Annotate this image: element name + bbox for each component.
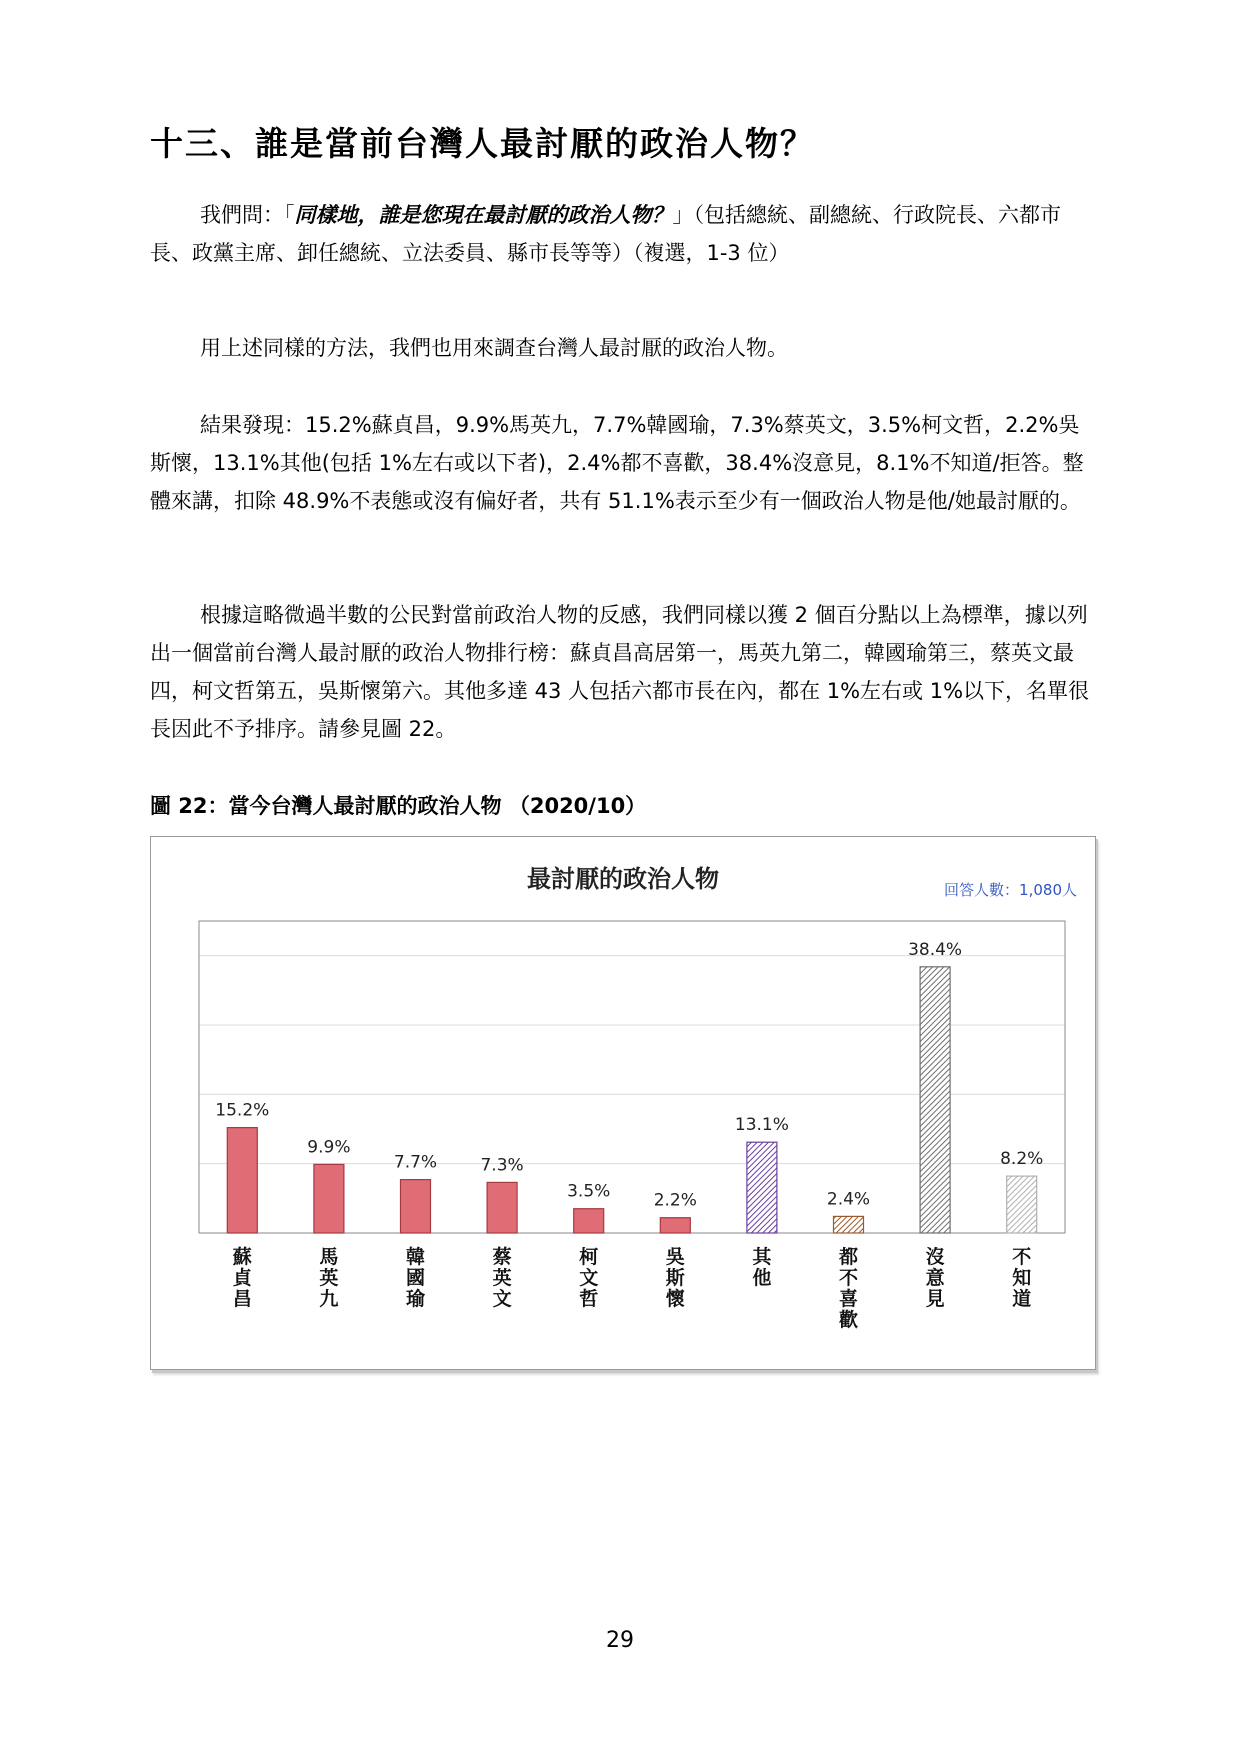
category-label-6: 其他 (752, 1246, 772, 1289)
figure-caption: 圖 22：當今台灣人最討厭的政治人物 （2020/10） (150, 794, 647, 818)
bar-3 (487, 1182, 517, 1233)
category-label-8: 沒意見 (925, 1246, 945, 1310)
method-paragraph (150, 329, 1098, 367)
value-label-3: 7.3% (480, 1155, 524, 1176)
bar-6 (747, 1142, 777, 1233)
ranking-paragraph (150, 596, 1098, 748)
respondent-count-note: 回答人數：1,080人 (944, 881, 1077, 899)
value-label-5: 2.2% (653, 1190, 697, 1211)
category-label-9: 不知道 (1012, 1246, 1032, 1310)
category-labels (233, 1245, 1031, 1331)
bar-0 (227, 1128, 257, 1233)
chart-title: 最討厭的政治人物 (527, 865, 719, 893)
value-label-0: 15.2% (215, 1100, 270, 1121)
bar-2 (401, 1180, 431, 1233)
value-label-9: 8.2% (1000, 1149, 1044, 1170)
value-label-2: 7.7% (393, 1152, 438, 1173)
question-prefix: 我們問：「 (200, 203, 295, 227)
question-paragraph (150, 196, 1098, 272)
category-label-5: 吳斯懷 (665, 1246, 685, 1310)
chart-frame (150, 836, 1096, 1370)
bar-chart (151, 837, 1095, 1369)
results-paragraph (150, 406, 1098, 520)
value-label-4: 3.5% (567, 1181, 611, 1202)
results-text: 結果發現：15.2%蘇貞昌，9.9%馬英九，7.7%韓國瑜，7.3%蔡英文，3.5%柯文哲，2.2%吳斯懷，13.1%其他(包括 1%左右或以下者)，2.4%都不喜歡，38.4%沒意見，8.1%不知道/拒答。整體來講，扣除 48.9%不表態或沒有偏好者，共有 51.1%表示至少有一個政治人物是他/她最討厭的。 (150, 413, 1084, 513)
question-quote: 同樣地，誰是您現在最討厭的政治人物？ (294, 203, 673, 227)
bar-4 (574, 1209, 604, 1233)
category-label-3: 蔡英文 (492, 1246, 512, 1310)
bar-7 (834, 1216, 864, 1233)
category-label-7: 都不喜歡 (838, 1246, 859, 1331)
category-label-4: 柯文哲 (579, 1246, 599, 1310)
bar-9 (1007, 1176, 1037, 1233)
category-label-2: 韓國瑜 (405, 1246, 426, 1310)
bars (227, 967, 1036, 1233)
ranking-text: 根據這略微過半數的公民對當前政治人物的反感，我們同樣以獲 2 個百分點以上為標準，據以列出一個當前台灣人最討厭的政治人物排行榜：蘇貞昌高居第一，馬英九第二，韓國瑜第三，蔡英文最四，柯文哲第五，吳斯懷第六。其他多達 43 人包括六都市長在內，都在 1%左右或 1%以下，名單很長因此不予排序。請參見圖 22。 (150, 603, 1090, 741)
category-label-1: 馬英九 (319, 1246, 339, 1310)
method-text: 用上述同樣的方法，我們也用來調查台灣人最討厭的政治人物。 (200, 336, 788, 360)
page-number: 29 (606, 1628, 634, 1653)
category-label-0: 蘇貞昌 (232, 1246, 252, 1310)
question-suffix: 」（包括總統、副總統、行政院長、六都市長、政黨主席、卸任總統、立法委員、縣市長等等）（複選，1-3 位） (150, 203, 1061, 265)
value-label-6: 13.1% (734, 1115, 789, 1136)
value-label-8: 38.4% (908, 939, 963, 960)
section-heading: 十三、誰是當前台灣人最討厭的政治人物？ (150, 124, 815, 163)
bar-1 (314, 1164, 344, 1233)
bar-8 (920, 967, 950, 1233)
value-label-7: 2.4% (826, 1189, 871, 1210)
value-label-1: 9.9% (307, 1137, 351, 1158)
bar-5 (660, 1218, 690, 1233)
